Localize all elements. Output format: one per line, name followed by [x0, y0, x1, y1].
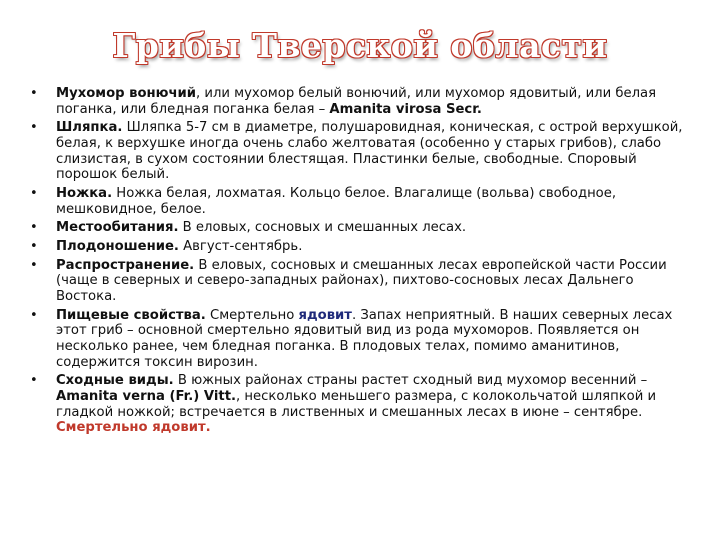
poison-highlight: ядовит [298, 307, 352, 323]
item-text-continued: . Запах неприятный. В наших северных лесах этот гриб – основной смертельно ядовитый вид из рода мухоморов. Появляется он несколько ранее, чем бледная поганка. В плодовых телах, помимо аманитинов, содержится токсин вирозин. [56, 307, 673, 370]
bullet-icon: • [30, 120, 38, 136]
bullet-list [30, 86, 698, 439]
item-text: Ножка белая, лохматая. Кольцо белое. Влагалище (вольва) свободное, мешковидное, белое. [56, 185, 617, 217]
slide-title: Грибы Тверской области [112, 26, 608, 65]
item-text-continued: , несколько меньшего размера, с колокольчатой шляпкой и гладкой ножкой; встречается в лиственных и смешанных лесах в июне – сентябре. [56, 389, 657, 420]
list-item-distribution [30, 258, 698, 305]
item-text: Смертельно [205, 307, 299, 323]
list-item-cap [30, 120, 698, 182]
bullet-icon: • [30, 86, 38, 101]
list-item-name [30, 86, 698, 117]
item-text: , или мухомор белый вонючий, или мухомор ядовитый, или белая поганка, или бледная поганка белая – [56, 86, 657, 117]
item-text: Шляпка 5-7 см в диаметре, полушаровидная, коническая, с острой верхушкой, белая, к верхушке иногда очень слабо желтоватая (особенно у старых грибов), слабо слизистая, в сухом состоянии блестящая. Пластинки белые, свободные. Споровый порошок белый. [56, 120, 683, 183]
item-term: Плодоношение. [56, 239, 179, 255]
item-term: Пищевые свойства. [56, 307, 206, 323]
item-term: Шляпка. [56, 120, 123, 136]
item-term: Сходные виды. [56, 373, 174, 389]
bullet-icon: • [30, 307, 38, 323]
item-text: В еловых, сосновых и смешанных лесах. [178, 220, 467, 236]
item-term: Местообитания. [56, 220, 179, 236]
bullet-icon: • [30, 239, 38, 255]
bullet-icon: • [30, 220, 38, 236]
item-term: Распространение. [56, 257, 195, 273]
bullet-icon: • [30, 257, 38, 273]
item-latin: Amanita virosa Secr. [329, 101, 482, 117]
list-item-similar [30, 373, 698, 435]
list-item-stem [30, 186, 698, 217]
bullet-icon: • [30, 185, 38, 201]
list-item-edibility [30, 308, 698, 370]
deadly-warning: Смертельно ядовит. [56, 420, 211, 436]
list-item-habitat [30, 220, 698, 236]
item-text: В еловых, сосновых и смешанных лесах европейской части России (чаще в северных и северо-западных районах), пихтово-сосновых лесах Дальнего Востока. [56, 257, 667, 305]
item-text: В южных районах страны растет сходный вид мухомор весенний – [173, 373, 648, 389]
list-item-fruiting [30, 239, 698, 255]
item-term: Мухомор вонючий [56, 86, 197, 101]
item-text: Август-сентябрь. [178, 239, 303, 255]
item-latin: Amanita verna (Fr.) Vitt. [56, 389, 237, 404]
bullet-icon: • [30, 373, 38, 389]
item-term: Ножка. [56, 185, 113, 201]
